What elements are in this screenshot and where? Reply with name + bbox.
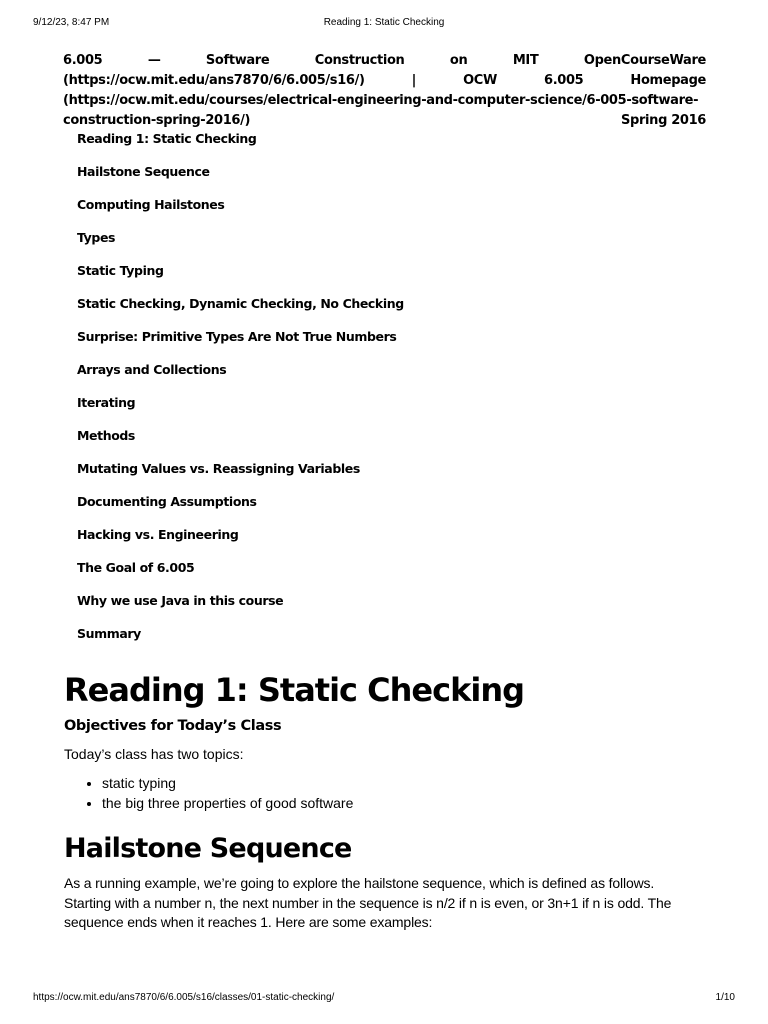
- print-datetime: 9/12/23, 8:47 PM: [33, 17, 110, 28]
- objectives-heading: Objectives for Today’s Class: [64, 718, 282, 734]
- toc-link[interactable]: Static Checking, Dynamic Checking, No Checking: [77, 296, 404, 311]
- toc-item: [77, 293, 404, 326]
- toc-link[interactable]: Hacking vs. Engineering: [77, 527, 239, 542]
- toc-item: [77, 623, 404, 656]
- list-item: • the big three properties of good software: [102, 793, 353, 813]
- toc-link[interactable]: Computing Hailstones: [77, 197, 225, 212]
- toc-link[interactable]: Reading 1: Static Checking: [77, 131, 257, 146]
- list-item: • static typing: [102, 773, 353, 793]
- toc-link[interactable]: Arrays and Collections: [77, 362, 227, 377]
- toc-item: [77, 590, 404, 623]
- toc-item: [77, 326, 404, 359]
- toc-link[interactable]: The Goal of 6.005: [77, 560, 195, 575]
- toc-link[interactable]: Surprise: Primitive Types Are Not True Numbers: [77, 329, 397, 344]
- toc-item: [77, 491, 404, 524]
- toc-item: [77, 194, 404, 227]
- toc-link[interactable]: Types: [77, 230, 116, 245]
- topics-list: [64, 773, 353, 813]
- section-paragraph: As a running example, we’re going to explore the hailstone sequence, which is defined as follows. Starting with a number n, the next number in the sequence is n/2 if n is even, or 3n+1 if n is odd. The sequence ends when it reaches 1. Here are some examples:: [64, 875, 672, 930]
- section-heading: Hailstone Sequence: [64, 833, 352, 864]
- page-title: Reading 1: Static Checking: [64, 671, 525, 709]
- print-header: [33, 17, 735, 31]
- toc-link[interactable]: Why we use Java in this course: [77, 593, 284, 608]
- toc-link[interactable]: Methods: [77, 428, 135, 443]
- toc-item: [77, 227, 404, 260]
- course-header-link-text[interactable]: 6.005 — Software Construction on MIT OpenCourseWare (https://ocw.mit.edu/ans7870/6/6.005/s16/) | OCW 6.005 Homepage (https://ocw.mit.edu/courses/electrical-engineering-and-computer-science/6-005-software-construction-spring-2016/): [63, 53, 706, 128]
- toc-link[interactable]: Static Typing: [77, 263, 164, 278]
- course-header: [63, 51, 706, 131]
- toc-link[interactable]: Summary: [77, 626, 141, 641]
- toc-item: [77, 392, 404, 425]
- print-doc-title: Reading 1: Static Checking: [323, 17, 445, 28]
- toc-item: [77, 128, 404, 161]
- course-term: Spring 2016: [621, 113, 706, 128]
- table-of-contents: [77, 128, 404, 656]
- toc-item: [77, 161, 404, 194]
- toc-link[interactable]: Iterating: [77, 395, 136, 410]
- toc-item: [77, 425, 404, 458]
- page-number: 1/10: [715, 992, 735, 1003]
- print-url: https://ocw.mit.edu/ans7870/6/6.005/s16/classes/01-static-checking/: [33, 992, 335, 1003]
- toc-item: [77, 359, 404, 392]
- intro-paragraph: Today’s class has two topics:: [64, 746, 244, 762]
- print-footer: [33, 992, 735, 1006]
- toc-item: [77, 524, 404, 557]
- toc-link[interactable]: Mutating Values vs. Reassigning Variables: [77, 461, 360, 476]
- toc-link[interactable]: Documenting Assumptions: [77, 494, 257, 509]
- toc-item: [77, 557, 404, 590]
- toc-link[interactable]: Hailstone Sequence: [77, 164, 210, 179]
- toc-item: [77, 458, 404, 491]
- toc-item: [77, 260, 404, 293]
